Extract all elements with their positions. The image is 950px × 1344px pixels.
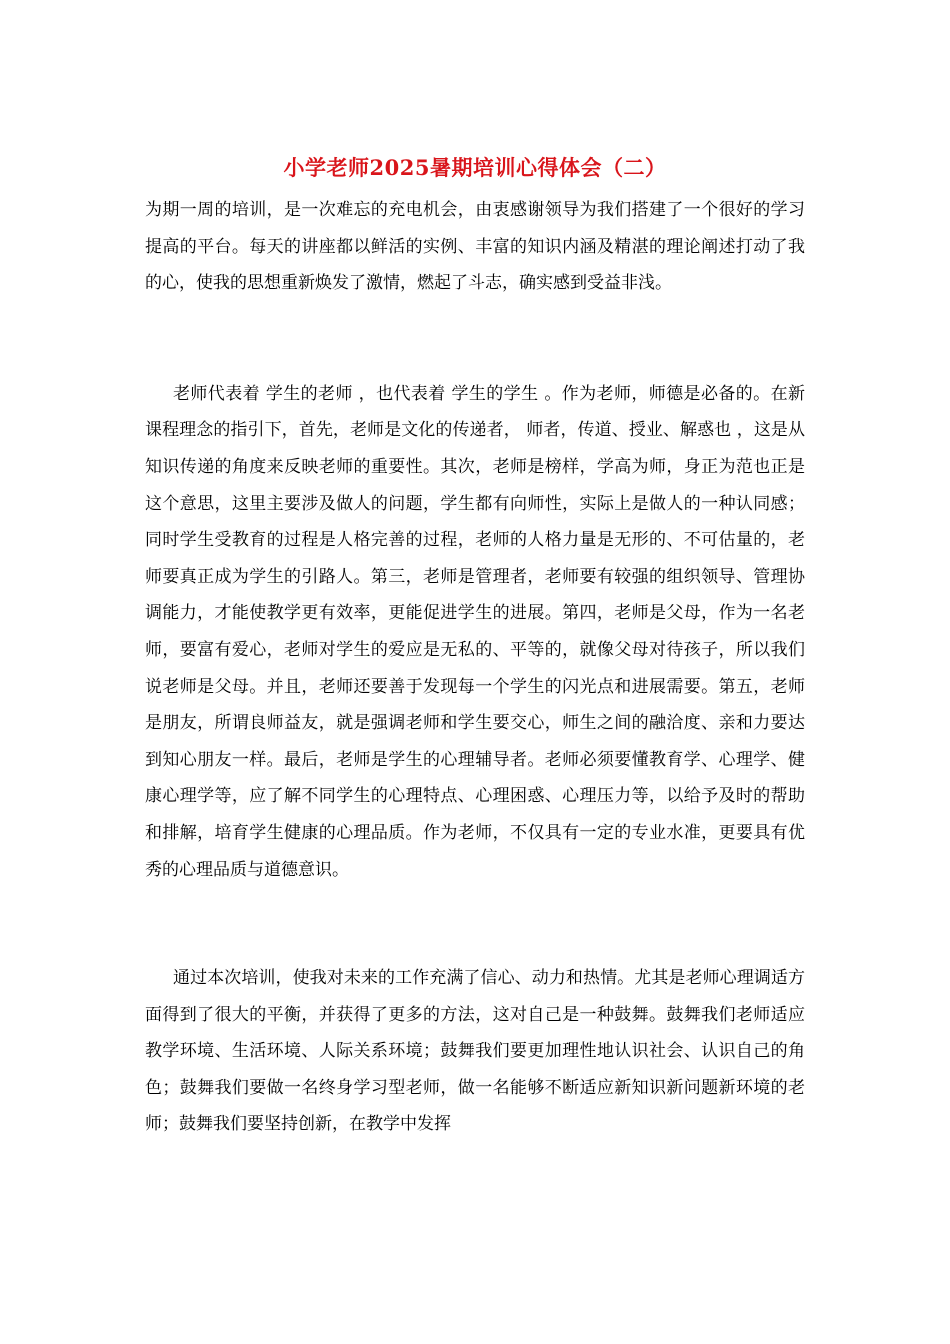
document-body (145, 192, 805, 1143)
paragraph-training-gains: 通过本次培训，使我对未来的工作充满了信心、动力和热情。尤其是老师心理调适方面得到了很大的平衡，并获得了更多的方法，这对自己是一种鼓舞。鼓舞我们老师适应教学环境、生活环境、人际关系环境；鼓舞我们要更加理性地认识社会、认识自己的角色；鼓舞我们要做一名终身学习型老师，做一名能够不断适应新知识新问题新环境的老师；鼓舞我们要坚持创新，在教学中发挥 (145, 968, 805, 1135)
paragraph-intro: 为期一周的培训，是一次难忘的充电机会，由衷感谢领导为我们搭建了一个很好的学习提高的平台。每天的讲座都以鲜活的实例、丰富的知识内涵及精湛的理论阐述打动了我的心，使我的思想重新焕发了激情，燃起了斗志，确实感到受益非浅。 (145, 200, 805, 294)
document-title: 小学老师2025暑期培训心得体会（二） (283, 155, 667, 180)
paragraph-teacher-roles: 老师代表着 学生的老师 ，也代表着 学生的学生 。作为老师，师德是必备的。在新课程理念的指引下，首先，老师是文化的传递者， 师者，传道、授业、解惑也 ，这是从知识传递的角度来反映老师的重要性。其次，老师是榜样，学高为师，身正为范也正是这个意思，这里主要涉及做人的问题，学生都有向师性，实际上是做人的一种认同感；同时学生受教育的过程是人格完善的过程，老师的人格力量是无形的、不可估量的，老师要真正成为学生的引路人。第三，老师是管理者，老师要有较强的组织领导、管理协调能力，才能使教学更有效率，更能促进学生的进展。第四，老师是父母，作为一名老师，要富有爱心，老师对学生的爱应是无私的、平等的，就像父母对待孩子，所以我们说老师是父母。并且，老师还要善于发现每一个学生的闪光点和进展需要。第五，老师是朋友，所谓良师益友，就是强调老师和学生要交心，师生之间的融洽度、亲和力要达到知心朋友一样。最后，老师是学生的心理辅导者。老师必须要懂教育学、心理学、健康心理学等，应了解不同学生的心理特点、心理困惑、心理压力等，以给予及时的帮助和排解，培育学生健康的心理品质。作为老师，不仅具有一定的专业水准，更要具有优秀的心理品质与道德意识。 (145, 383, 805, 880)
